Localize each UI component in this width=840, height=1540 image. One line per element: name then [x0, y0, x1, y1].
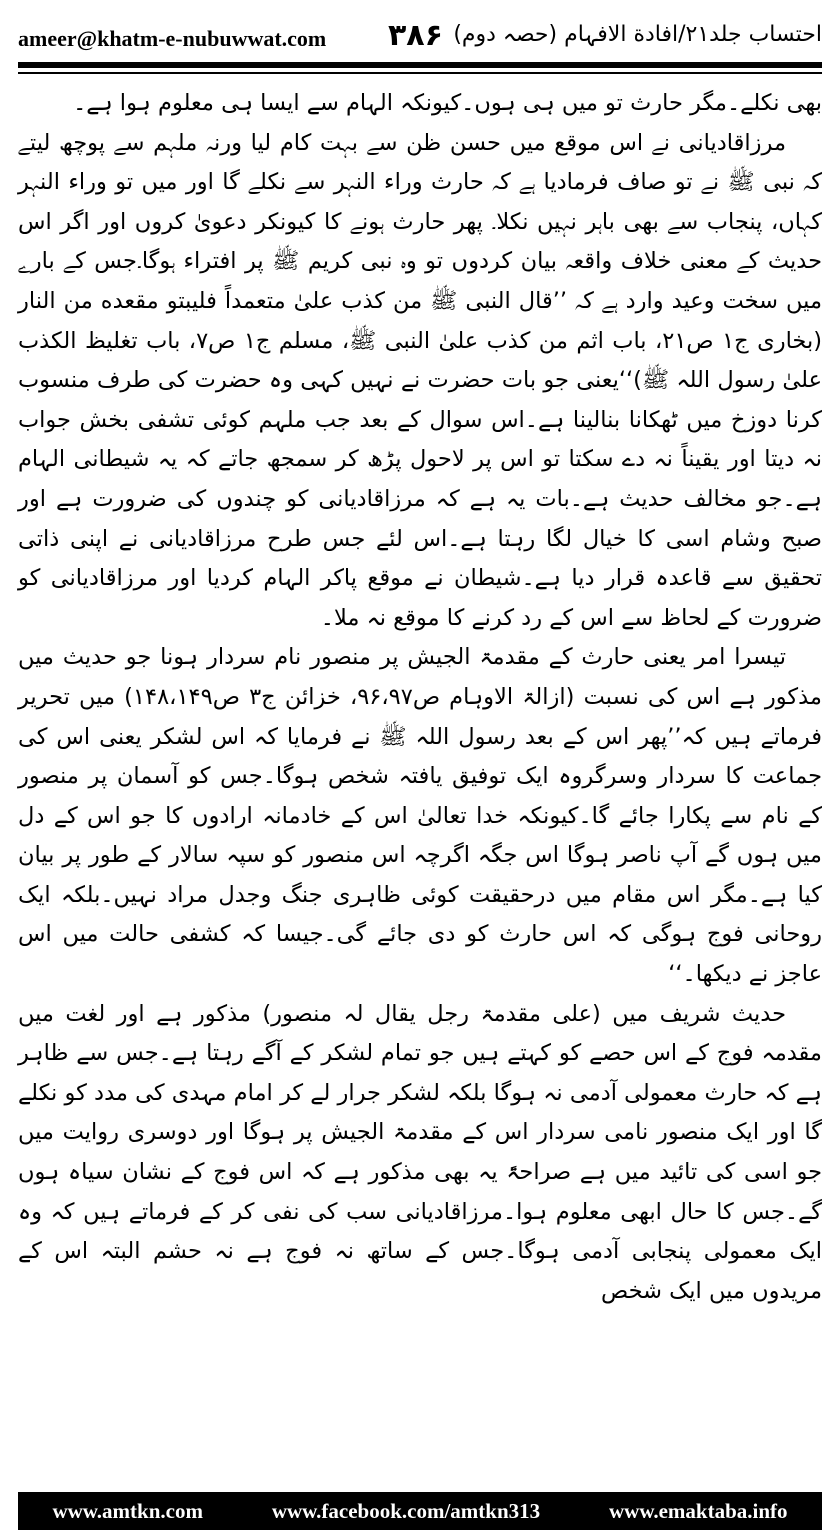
header-rule-thin [18, 72, 822, 74]
footer-link-facebook[interactable]: www.facebook.com/amtkn313 [271, 1498, 541, 1523]
page-body [18, 84, 822, 1311]
header-email[interactable]: ameer@khatm-e-nubuwwat.com [18, 26, 327, 51]
paragraph-4: حدیث شریف میں (علی مقدمۃ رجل یقال لہ منصور) مذکور ہے اور لغت میں مقدمہ فوج کے اس حصے کو کہتے ہیں جو تمام لشکر کے آگے رہتا ہے۔جس سے ظاہر ہے کہ حارث معمولی آدمی نہ ہوگا بلکہ لشکر جرار لے کر امام مہدی کی مدد کو نکلے گا اور ایک منصور نامی سردار اس کے مقدمۃ الجیش پر ہوگا اور دوسری روایت میں جو اسی کی تائید میں ہے صراحۃً یہ بھی مذکور ہے کہ اس فوج کے نشان سیاہ ہوں گے۔جس کا حال ابھی معلوم ہوا۔مرزاقادیانی سب کی نفی کر کے فرماتے ہیں کہ وہ ایک معمولی پنجابی آدمی ہوگا۔جس کے ساتھ نہ فوج ہے نہ حشم البتہ اس کے مریدوں میں ایک شخص [18, 1000, 822, 1304]
page-header [18, 14, 822, 62]
page-number: ۳۸۶ [388, 18, 443, 53]
paragraph-3: تیسرا امر یعنی حارث کے مقدمۃ الجیش پر منصور نام سردار ہونا جو حدیث میں مذکور ہے اس کی نسبت (ازالۃ الاوہام ص۹۶،۹۷، خزائن ج۳ ص۱۴۸،۱۴۹) میں تحریر فرماتے ہیں کہ’’پھر اس کے بعد رسول اللہ ﷺ نے فرمایا کہ اس لشکر یعنی اس کی جماعت کا سردار وسرگروہ ایک توفیق یافتہ شخص ہوگا۔جس کو آسمان پر منصور کے نام سے پکارا جائے گا۔کیونکہ خدا تعالیٰ اس کے خادمانہ ارادوں کا جو اس کے دل میں ہوں گے آپ ناصر ہوگا اس جگہ اگرچہ اس منصور کو سپہ سالار کے طور پر بیان کیا ہے۔مگر اس مقام میں درحقیقت کوئی ظاہری جنگ وجدل مراد نہیں۔بلکہ ایک روحانی فوج ہوگی کہ اس حارث کو دی جائے گی۔جیسا کہ کشفی حالت میں اس عاجز نے دیکھا۔‘‘ [18, 644, 822, 988]
paragraph-2: مرزاقادیانی نے اس موقع میں حسن ظن سے بہت کام لیا ورنہ ملہم سے پوچھ لیتے کہ نبی ﷺ نے تو صاف فرمادیا ہے کہ حارث وراء النہر سے نکلے گا اور میں تو وراء النہر کہاں، پنجاب سے بھی باہر نہیں نکلا۔ پھر حارث ہونے کا کیونکر دعویٰ کروں اور اگر اس حدیث کے معنی خلاف واقعہ بیان کردوں تو وہ نبی کریم ﷺ پر افتراء ہوگا۔جس کے بارے میں سخت وعید وارد ہے کہ ’’قال النبی ﷺ من کذب علیٰ متعمداً فلیبتو مقعده من النار (بخاری ج۱ ص۲۱، باب اثم من کذب علیٰ النبی ﷺ، مسلم ج۱ ص۷، باب تغلیظ الکذب علیٰ رسول اللہ ﷺ)‘‘یعنی جو بات حضرت نے نہیں کہی وہ حضرت کی طرف منسوب کرنا دوزخ میں ٹھکانا بنالینا ہے۔اس سوال کے بعد جب ملہم کوئی تشفی بخش جواب نہ دیتا اور یقیناً نہ دے سکتا تو اس پر لاحول پڑھ کر سمجھ جاتے کہ یہ شیطانی الہام ہے۔جو مخالف حدیث ہے۔بات یہ ہے کہ مرزاقادیانی کو چندوں کی ضرورت ہے اور صبح وشام اسی کا خیال لگا رہتا ہے۔اس لئے جس طرح مرزاقادیانی نے اپنی ذاتی تحقیق سے قاعدہ قرار دیا ہے۔شیطان نے موقع پاکر الہام کردیا اور مرزاقادیانی کو ضرورت کے لحاظ سے اس کے رد کرنے کا موقع نہ ملا۔ [18, 129, 823, 631]
book-title: احتساب جلد۲۱/افادة الافہام (حصہ دوم) [453, 22, 822, 47]
footer-link-amtkn[interactable]: www.amtkn.com [52, 1498, 203, 1523]
footer-link-emaktaba[interactable]: www.emaktaba.info [609, 1498, 788, 1523]
header-rule-thick [18, 62, 822, 68]
footer-bar [18, 1492, 822, 1530]
paragraph-1: بھی نکلے۔مگر حارث تو میں ہی ہوں۔کیونکہ الہام سے ایسا ہی معلوم ہوا ہے۔ [73, 90, 822, 116]
